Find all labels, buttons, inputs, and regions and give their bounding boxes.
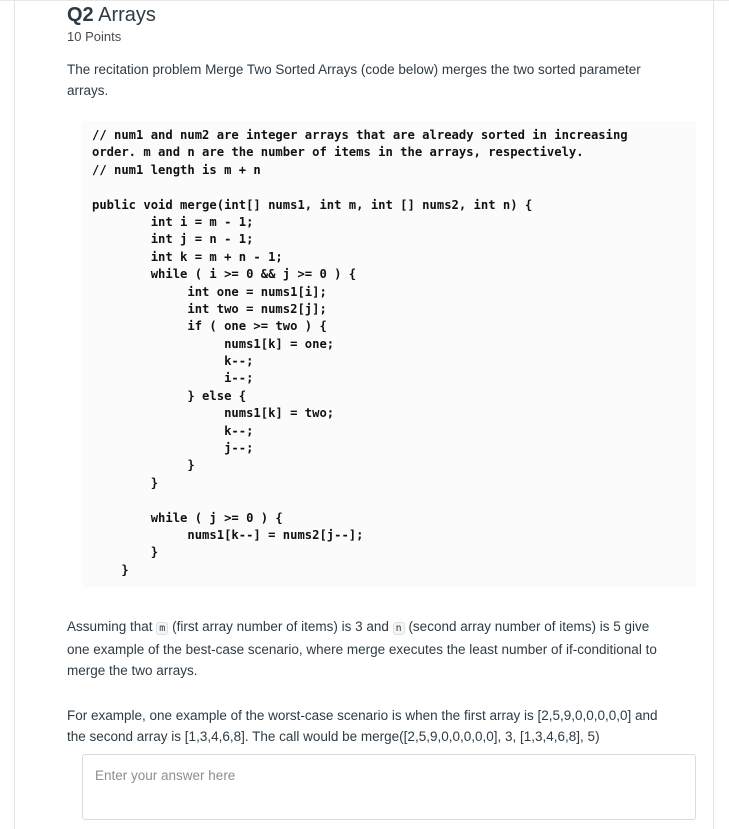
code-line: while ( i >= 0 && j >= 0 ) {: [92, 267, 357, 282]
prompt-text-1: Assuming that: [67, 619, 157, 634]
worst-case-example: For example, one example of the worst-case scenario is when the first array is [2,5,9,0,0,0,0,0] and the second array is [1,3,4,6,8]. The call would be merge([2,5,9,0,0,0,0,0], 3, [1,3,4,6,8], 5): [67, 708, 658, 744]
code-line: int k = m + n - 1;: [92, 249, 283, 264]
code-line: k--;: [92, 354, 254, 369]
question-title: [67, 4, 156, 27]
code-line: }: [92, 562, 129, 577]
code-line: int two = nums2[j];: [92, 301, 327, 316]
question-prompt: [67, 616, 667, 681]
code-line: int i = m - 1;: [92, 214, 254, 229]
code-line: [92, 492, 628, 509]
code-line: if ( one >= two ) {: [92, 319, 327, 334]
answer-textarea[interactable]: [82, 754, 696, 820]
code-line: nums1[k] = two;: [92, 406, 335, 421]
question-points: 10 Points: [67, 29, 122, 44]
question-card: [14, 0, 714, 829]
code-listing: [92, 127, 628, 579]
code-line: j--;: [92, 441, 254, 456]
code-line: int j = n - 1;: [92, 232, 254, 247]
code-line: while ( j >= 0 ) {: [92, 510, 283, 525]
code-line: order. m and n are the number of items in the arrays, respectively.: [92, 145, 584, 160]
prompt-text-3: (second array number of items) is 5 give one example of the best-case scenario, where merge executes the least number of if-conditional to merge the two arrays.: [67, 619, 657, 678]
question-number: Q2: [67, 4, 94, 26]
code-line: // num1 length is m + n: [92, 162, 261, 177]
code-line: nums1[k] = one;: [92, 336, 335, 351]
code-line: [92, 179, 628, 196]
code-line: i--;: [92, 371, 254, 386]
question-title-text: Arrays: [98, 4, 156, 26]
code-line: // num1 and num2 are integer arrays that are already sorted in increasing: [92, 128, 628, 142]
code-line: } else {: [92, 388, 247, 403]
code-line: }: [92, 458, 195, 473]
prompt-text-2: (first array number of items) is 3 and: [168, 619, 393, 634]
code-line: public void merge(int[] nums1, int m, int [] nums2, int n) {: [92, 197, 533, 212]
variable-n-code: n: [393, 622, 405, 635]
code-line: int one = nums1[i];: [92, 284, 327, 299]
code-line: }: [92, 545, 159, 560]
code-line: }: [92, 475, 159, 490]
answer-placeholder: Enter your answer here: [95, 768, 236, 783]
variable-m-code: m: [156, 622, 168, 635]
code-line: k--;: [92, 423, 254, 438]
code-block: [82, 121, 696, 587]
question-intro: The recitation problem Merge Two Sorted Arrays (code below) merges the two sorted parameter arrays.: [67, 62, 641, 98]
code-line: nums1[k--] = nums2[j--];: [92, 527, 364, 542]
